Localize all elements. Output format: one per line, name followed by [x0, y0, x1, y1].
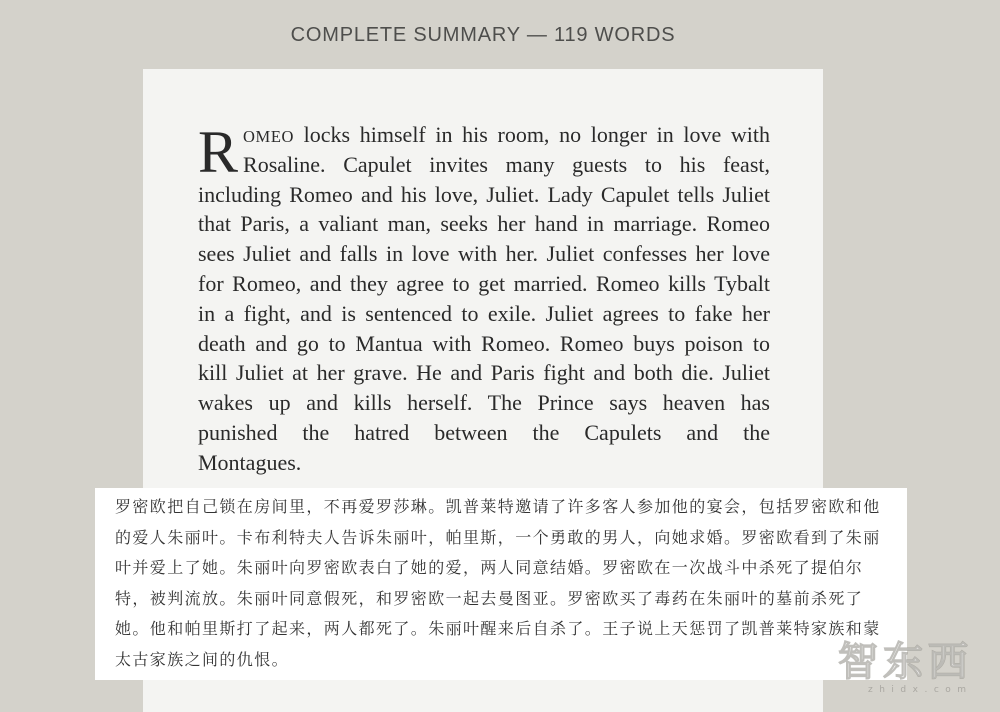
summary-line: death and go to Mantua with Romeo. Romeo buys poison to: [198, 330, 770, 356]
summary-line: that Paris, a valiant man, seeks her hand in marriage. Romeo: [198, 211, 770, 237]
summary-line: Montagues.: [198, 449, 302, 475]
translation-line: 叶并爱上了她。朱丽叶向罗密欧表白了她的爱，两人同意结婚。罗密欧在一次战斗中杀死了提伯尔: [115, 558, 864, 577]
page-title: COMPLETE SUMMARY — 119 WORDS: [290, 24, 676, 46]
summary-line: wakes up and kills herself. The Prince says heaven has: [198, 390, 770, 416]
summary-paragraph: [198, 120, 770, 478]
translation-box: [95, 488, 907, 680]
translation-line: 她。他和帕里斯打了起来，两人都死了。朱丽叶醒来后自杀了。王子说上天惩罚了凯普莱特家族和蒙: [115, 619, 881, 638]
small-caps-lead-word: OMEO: [243, 127, 295, 146]
watermark-domain: zhidx.com: [868, 685, 973, 695]
translation-line: 罗密欧把自己锁在房间里，不再爱罗莎琳。凯普莱特邀请了许多客人参加他的宴会，包括罗密欧和他: [115, 497, 881, 516]
summary-line-text: locks himself in his room, no longer in love with: [303, 122, 770, 147]
translation-line: 特，被判流放。朱丽叶同意假死，和罗密欧一起去曼图亚。罗密欧买了毒药在朱丽叶的墓前杀死了: [115, 588, 864, 608]
drop-cap: R: [198, 119, 239, 185]
summary-line: punished the hatred between the Capulets and the: [198, 419, 770, 445]
summary-line: including Romeo and his love, Juliet. Lady Capulet tells Juliet: [198, 181, 770, 207]
summary-line: kill Juliet at her grave. He and Paris fight and both die. Juliet: [198, 360, 770, 386]
summary-line: [198, 120, 770, 150]
summary-line: in a fight, and is sentenced to exile. Juliet agrees to fake her: [198, 300, 770, 326]
summary-line: for Romeo, and they agree to get married. Romeo kills Tybalt: [198, 270, 770, 296]
watermark-logo: 智东西: [838, 639, 973, 685]
translation-line: 的爱人朱丽叶。卡布利特夫人告诉朱丽叶，帕里斯，一个勇敢的男人，向她求婚。罗密欧看到了朱丽: [115, 527, 881, 547]
summary-line: Rosaline. Capulet invites many guests to his feast,: [243, 151, 770, 177]
translation-line: 太古家族之间的仇恨。: [115, 649, 290, 669]
summary-line: sees Juliet and falls in love with her. Juliet confesses her love: [198, 241, 770, 267]
